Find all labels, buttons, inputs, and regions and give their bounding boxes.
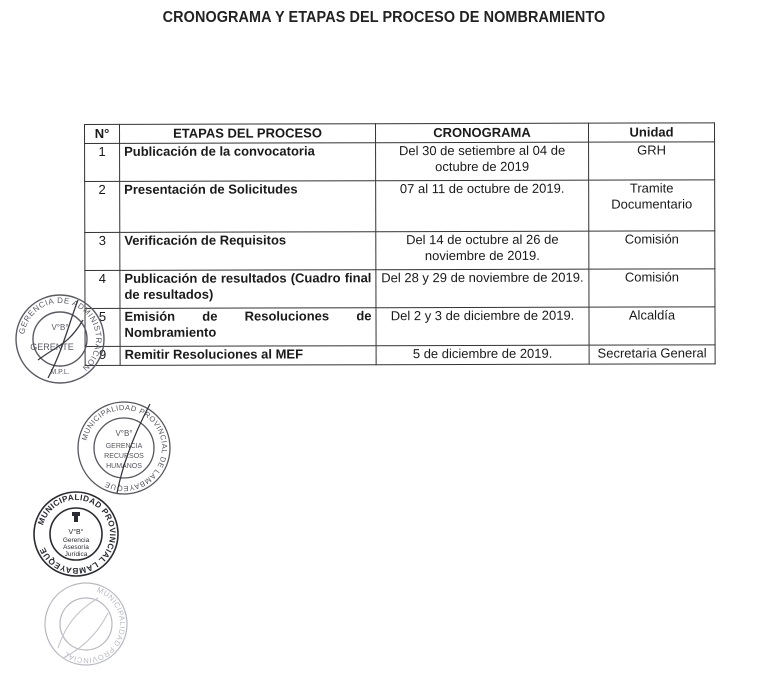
row-number: 5 [85, 308, 120, 346]
row-unit: Alcaldía [589, 307, 715, 345]
svg-text:V°B°: V°B° [68, 529, 84, 536]
row-number: 3 [85, 232, 120, 270]
row-unit: Comisión [589, 231, 715, 269]
row-unit: Secretaria General [589, 345, 715, 364]
row-number: 9 [85, 346, 120, 365]
row-schedule: 07 al 11 de octubre de 2019. [376, 180, 589, 232]
header-schedule: CRONOGRAMA [376, 123, 589, 143]
row-number: 4 [85, 270, 120, 308]
row-stage: Remitir Resoluciones al MEF [120, 346, 376, 366]
row-number: 2 [85, 181, 120, 232]
row-schedule: Del 28 y 29 de noviembre de 2019. [376, 269, 589, 308]
table-row [85, 345, 715, 366]
stamp1-bottom-text: M.P.L. [50, 369, 70, 376]
svg-text:GERENCIA: GERENCIA [105, 443, 143, 450]
table-row [85, 142, 715, 182]
svg-text:Gerencia: Gerencia [62, 537, 90, 544]
asesoria-juridica-stamp [28, 486, 124, 582]
svg-text:Jurídica: Jurídica [64, 551, 88, 558]
header-unit: Unidad [588, 123, 714, 142]
row-stage: Emisión de Resoluciones de Nombramiento [120, 308, 376, 347]
table-header-row [85, 123, 715, 144]
stamp1-ring-text: GERENCIA DE ADMINISTRACION [17, 295, 104, 374]
svg-text:V°B°: V°B° [51, 323, 69, 332]
row-stage: Verificación de Requisitos [120, 232, 376, 271]
stamp1-center-text: GERENTE [30, 342, 74, 352]
svg-text:HUMANOS: HUMANOS [106, 463, 142, 470]
row-unit: Tramite Documentario [589, 180, 715, 231]
row-schedule: Del 2 y 3 de diciembre de 2019. [376, 307, 589, 346]
schedule-table [84, 122, 716, 366]
header-stage: ETAPAS DEL PROCESO [120, 124, 376, 144]
svg-text:V°B°: V°B° [115, 429, 133, 438]
svg-text:Asesoría: Asesoría [63, 544, 89, 551]
header-number: N° [85, 124, 120, 143]
document-title: CRONOGRAMA Y ETAPAS DEL PROCESO DE NOMBRAMIENTO [162, 9, 606, 26]
row-schedule: 5 de diciembre de 2019. [376, 345, 589, 365]
table-row [85, 180, 715, 233]
stamp3-ring-text: MUNICIPALIDAD PROVINCIAL LAMBAYEQUE [36, 492, 118, 576]
row-stage: Publicación de resultados (Cuadro final de resultados) [120, 270, 376, 309]
table-row [85, 269, 715, 309]
row-schedule: Del 30 de setiembre al 04 de octubre de 2019 [376, 142, 589, 181]
stamp4-ring-text: MUNICIPALIDAD PROVINCIAL [61, 585, 128, 666]
row-stage: Publicación de la convocatoria [120, 143, 376, 182]
stamp2-ring-text: MUNICIPALIDAD PROVINCIAL DE LAMBAYEQUE [79, 402, 170, 494]
recursos-humanos-stamp [72, 398, 176, 498]
row-unit: GRH [589, 142, 715, 180]
row-number: 1 [85, 143, 120, 181]
table-row [85, 307, 715, 347]
svg-text:RECURSOS: RECURSOS [104, 453, 144, 460]
faded-stamp [38, 578, 134, 670]
table-row [85, 231, 715, 271]
row-schedule: Del 14 de octubre al 26 de noviembre de 2019. [376, 231, 589, 270]
row-stage: Presentación de Solicitudes [120, 181, 376, 233]
row-unit: Comisión [589, 269, 715, 307]
gerencia-administracion-stamp [8, 290, 112, 388]
